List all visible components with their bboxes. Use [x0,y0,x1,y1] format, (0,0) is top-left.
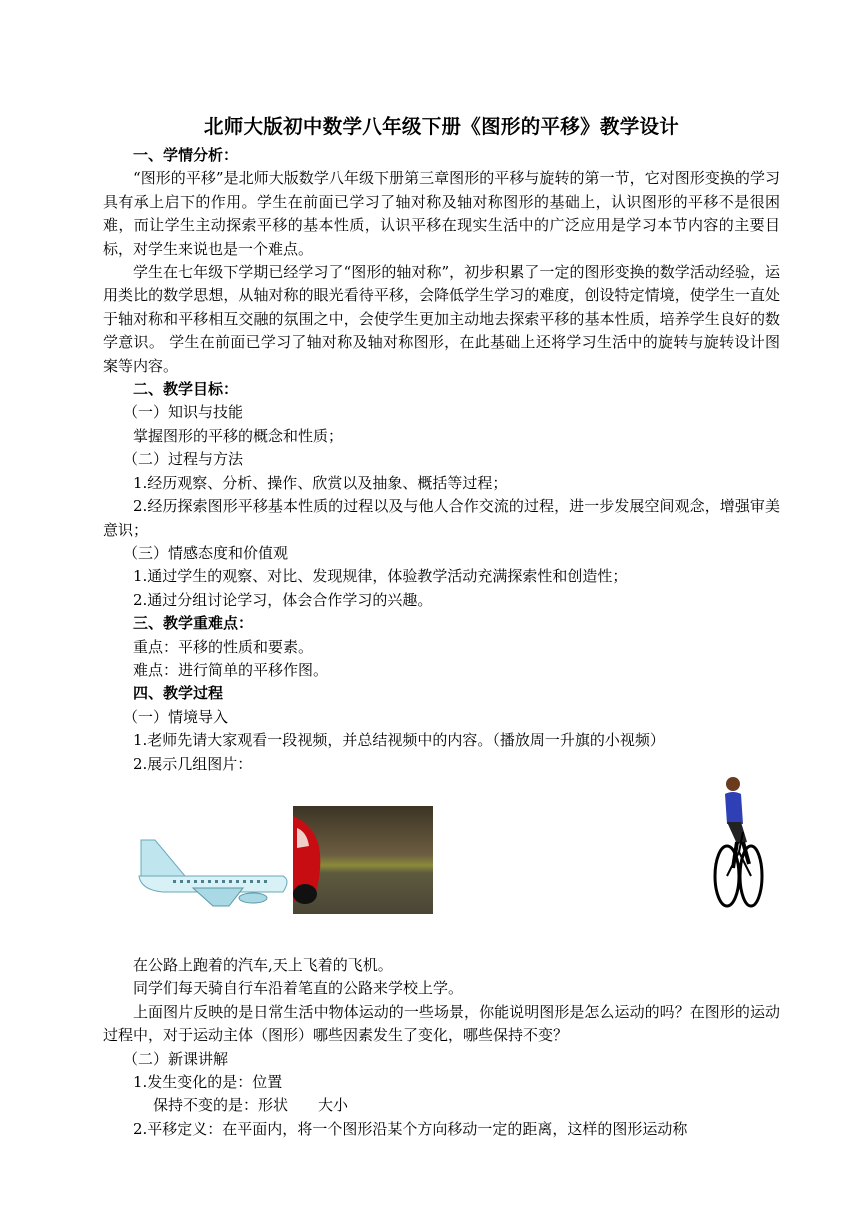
list-item: 1.发生变化的是：位置 [133,1073,283,1091]
unchanged-label-shape: 保持不变的是：形状 [153,1096,289,1115]
list-item: 2.通过分组讨论学习，体会合作学习的兴趣。 [133,590,433,609]
unchanged-label-size: 大小 [318,1096,349,1115]
paragraph: 重点：平移的性质和要素。 [133,637,314,656]
list-item: 1.经历观察、分析、操作、欣赏以及抽象、概括等过程； [133,473,508,492]
document-title: 北师大版初中数学八年级下册《图形的平移》教学设计 [203,115,680,138]
paragraph: 学生在七年级下学期已经学习了“图形的轴对称”，初步积累了一定的图形变换的数学活动经验，运用类比的数学思想，从轴对称的眼光看待平移，会降低学生学习的难度，创设特定情境，使学生一直处于轴对称和平移相互交融的氛围之中，会使学生更加主动地去探索平移的基本性质，培养学生良好的数学意识。 学生在前面已学习了轴对称及轴对称图形，在此基础上还将学习生活中的旋转与旋转设计图案等内容。 [103,263,780,375]
caption: 在公路上跑着的汽车,天上飞着的飞机。 [133,955,393,974]
subheading: （二）过程与方法 [123,450,244,469]
paragraph: 掌握图形的平移的概念和性质； [133,426,344,445]
subheading: （三）情感态度和价值观 [123,543,289,562]
section-heading-2: 二、教学目标： [133,380,239,399]
list-item: 2.经历探索图形平移基本性质的过程以及与他人合作交流的过程，进一步发展空间观念，增强审美意识； [103,497,780,539]
list-item: 2.展示几组图片： [133,754,253,773]
section-heading-1: 一、学情分析： [133,146,239,164]
document-page [103,112,780,1141]
list-item: 1.通过学生的观察、对比、发现规律，体验教学活动充满探索性和创造性； [133,567,628,586]
list-item: 1.老师先请大家观看一段视频，并总结视频中的内容。（播放周一升旗的小视频） [133,731,665,750]
paragraph: 难点：进行简单的平移作图。 [133,660,329,679]
car-road-image [293,806,433,914]
subheading: （一）情境导入 [123,707,229,726]
paragraph: “图形的平移”是北师大版数学八年级下册第三章图形的平移与旋转的第一节，它对图形变换的学习具有承上启下的作用。学生在前面已学习了轴对称及轴对称图形的基础上，认识图形的平移不是很困难，而让学生主动探索平移的基本性质，认识平移在现实生活中的广泛应用是学习本节内容的主要目标，对学生来说也是一个难点。 [103,169,780,258]
paragraph: 上面图片反映的是日常生活中物体运动的一些场景，你能说明图形是怎么运动的吗？在图形的运动过程中，对于运动主体（图形）哪些因素发生了变化，哪些保持不变？ [103,1002,780,1045]
section-heading-3: 三、教学重难点： [133,614,254,633]
subheading: （一）知识与技能 [123,403,244,422]
caption: 同学们每天骑自行车沿着笔直的公路来学校上学。 [133,979,464,998]
airplane-image [133,832,293,912]
subheading: （二）新课讲解 [123,1049,229,1068]
cyclist-image [713,772,765,914]
image-row [103,778,780,948]
list-item-continued [103,1094,780,1117]
list-item: 2.平移定义：在平面内，将一个图形沿某个方向移动一定的距离，这样的图形运动称 [133,1119,688,1138]
section-heading-4: 四、教学过程 [133,684,224,703]
